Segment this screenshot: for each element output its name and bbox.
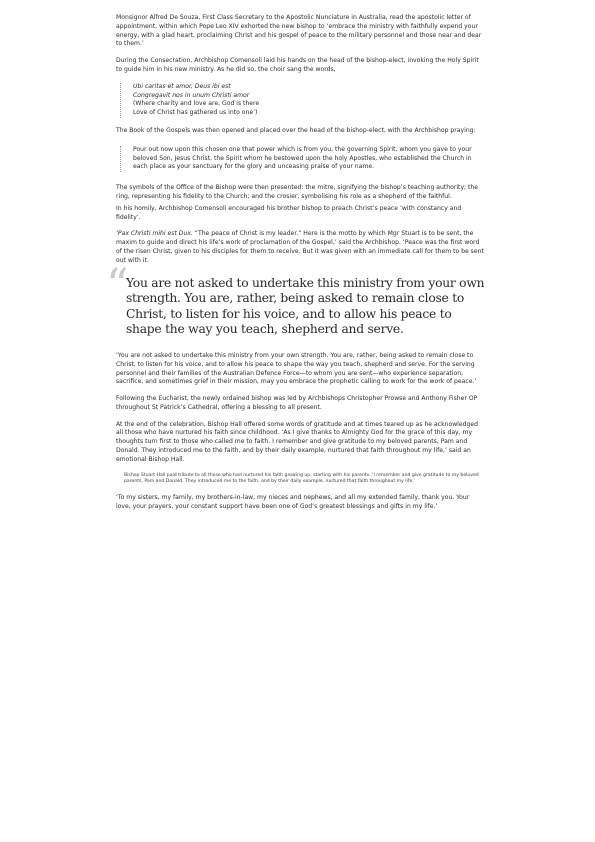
motto-rest: “The peace of Christ is my leader.” Here is the motto by which Mgr Stuart is to be sent, the maxim to guide and direct his life’s work of proclamation of the Gospel,’ said the Archbishop. ‘Peace was the first word of the risen Christ, given to his disciples for them to receive. But it was given with an immediate call for them to be sent out with it. [116, 230, 484, 264]
paragraph-apostolic-letter: Monsignor Alfred De Souza, First Class Secretary to the Apostolic Nunciature in Australia, read the apostolic letter of appointment, within which Pope Leo XIV exhorted the new bishop to ‘embrace the ministry with faithfully expend your energy, with a glad heart, proclaiming Christ and his gospel of peace to the military personnel and those near and dear to them.’ [116, 14, 482, 48]
hymn-line: Love of Christ has gathered us into one’) [133, 109, 258, 117]
paragraph-consecration: During the Consecration, Archbishop Comensoli laid his hands on the head of the bishop-elect, invoking the Holy Spirit to guide him in his new ministry. As he did so, the choir sang the words, [116, 57, 479, 73]
paragraph-motto [116, 230, 485, 265]
open-quote-icon: “ [106, 259, 129, 311]
pull-quote [106, 259, 485, 338]
paragraph-homily: In his homily, Archbishop Comensoli encouraged his brother bishop to preach Christ’s peace ‘with constancy and fidelity’. [116, 204, 462, 221]
hymn-quote [120, 83, 485, 118]
paragraph-gospels: The Book of the Gospels was then opened and placed over the head of the bishop-elect, with the Archbishop praying: [116, 126, 476, 134]
photo-caption: Bishop Stuart Hall paid tribute to all those who had nurtured his faith growing up, starting with his parents. ‘I remember and give gratitude to my beloved parents, Pam and Donald. They introduced me to the faith, and by their daily example, nurtured that faith throughout my life.’ [124, 472, 479, 485]
paragraph-eucharist: Following the Eucharist, the newly ordained bishop was led by Archbishops Christopher Prowse and Anthony Fisher OP throughout St Patrick’s Cathedral, offering a blessing to all present. [116, 395, 478, 411]
paragraph-ministry: ‘You are not asked to undertake this ministry from your own strength. You are, rather, being asked to remain close to Christ, to listen for his voice, and to allow his peace to shape the way you teach, shepherd and serve. For the serving personnel and their families of the Australian Defence Force—to whom you are sent—who experience separation, sacrifice, and sometimes grief in their mission, may you embrace the prophetic calling to work for the work of peace.’ [116, 351, 477, 386]
hymn-line: (Where charity and love are, God is there [133, 100, 260, 108]
paragraph-gratitude: At the end of the celebration, Bishop Hall offered some words of gratitude and at times teared up as he acknowledged all those who have nurtured his faith since childhood. ‘As I give thanks to Almighty God for the grace of this day, my thoughts turn first to those who called me to faith. I remember and give gratitude to my beloved parents, Pam and Donald. They introduced me to the faith, and by their daily example, nurtured that faith throughout my life,’ said an emotional Bishop Hall. [116, 420, 478, 463]
prayer-quote [120, 146, 485, 172]
motto-latin: ‘Pax Christi mihi est Dux. [116, 230, 193, 238]
paragraph-family: ‘To my sisters, my family, my brothers-in-law, my nieces and nephews, and all my extended family, thank you. Your love, your prayers, your constant support have been one of God’s greatest blessings and gifts in my life.’ [116, 493, 470, 510]
paragraph-symbols: The symbols of the Office of the Bishop were then presented: the mitre, signifying the bishop’s teaching authority; the ring, representing his fidelity to the Church; and the crosier, symbolising his role as a shepherd of the faithful. [116, 184, 479, 200]
pull-quote-text: You are not asked to undertake this ministry from your own strength. You are, rather, being asked to remain close to Christ, to listen for his voice, and to allow his peace to shape the way you teach, shepherd and serve. [126, 275, 485, 337]
prayer-text: Pour out now upon this chosen one that power which is from you, the governing Spirit, whom you gave to your beloved Son, Jesus Christ, the Spirit whom he bestowed upon the holy Apostles, who established the Church in each place as your sanctuary for the glory and unceasing praise of your name. [133, 145, 472, 171]
hymn-line: Congregavit nos in unum Christi amor [133, 91, 250, 99]
hymn-line: Ubi caritas et amor, Deus ibi est [133, 82, 231, 90]
